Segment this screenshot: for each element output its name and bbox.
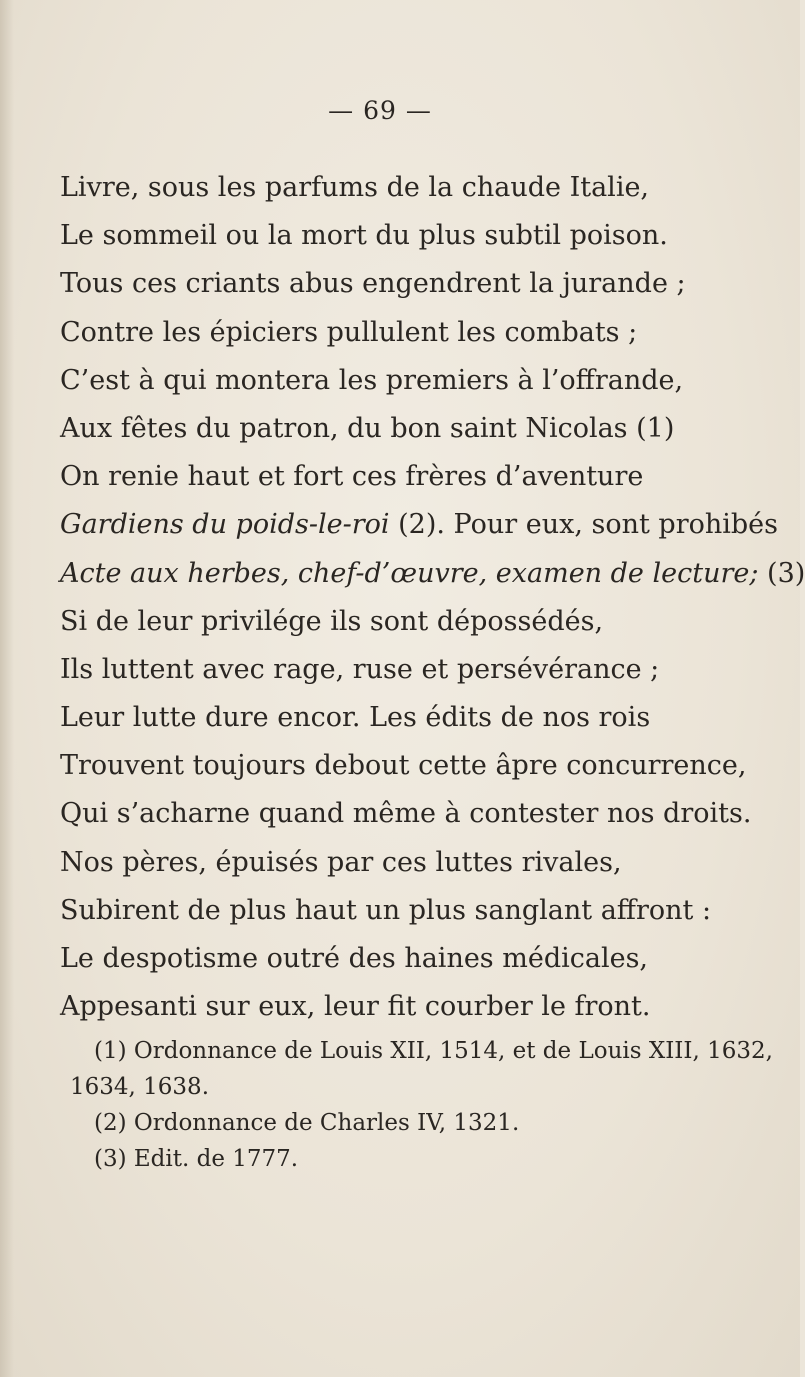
verse-line: Trouvent toujours debout cette âpre concurrence, <box>60 750 747 782</box>
verse-line-mixed <box>60 503 779 551</box>
verse-line: Subirent de plus haut un plus sanglant affront : <box>60 894 712 926</box>
verse-line: Livre, sous les parfums de la chaude Italie, <box>60 172 650 203</box>
footnote-1-continued: 1634, 1638. <box>70 1074 209 1100</box>
footnote-1: (1) Ordonnance de Louis XII, 1514, et de Louis XIII, 1632, <box>94 1038 773 1064</box>
verse-line: Le sommeil ou la mort du plus subtil poison. <box>60 220 668 252</box>
verse-line: Aux fêtes du patron, du bon saint Nicolas (1) <box>60 412 675 444</box>
footnote-3: (3) Edit. de 1777. <box>94 1146 299 1172</box>
verse-line: Le despotisme outré des haines médicales, <box>60 943 649 974</box>
footnotes <box>70 1033 773 1177</box>
page-number: — 69 — <box>328 96 432 125</box>
verse-line: Ils luttent avec rage, ruse et persévérance ; <box>60 653 660 685</box>
verse-line: Tous ces criants abus engendrent la jurande ; <box>60 268 686 300</box>
verse-italic-text: Acte aux herbes, chef-d’œuvre, examen de lecture; <box>60 557 759 589</box>
binding-shadow <box>0 0 14 1377</box>
verse-roman-text: (3) <box>758 557 805 589</box>
footnote-2: (2) Ordonnance de Charles IV, 1321. <box>94 1110 520 1136</box>
verse-italic-text: Gardiens du poids-le-roi <box>60 509 390 541</box>
verse-line: Nos pères, épuisés par ces luttes rivales, <box>60 846 622 878</box>
verse-line: Leur lutte dure encor. Les édits de nos rois <box>60 702 651 734</box>
verse-line: C’est à qui montera les premiers à l’offrande, <box>60 364 684 396</box>
verse-roman-text: (2). Pour eux, sont prohibés <box>389 509 779 541</box>
verse-line: On renie haut et fort ces frères d’aventure <box>60 461 644 493</box>
verse-line: Contre les épiciers pullulent les combats ; <box>60 316 638 348</box>
verse-line: Appesanti sur eux, leur fit courber le front. <box>60 991 651 1023</box>
verse-line-mixed <box>60 552 805 600</box>
verse-line: Si de leur privilége ils sont dépossédés, <box>60 605 604 637</box>
verse-line: Qui s’acharne quand même à contester nos droits. <box>60 798 752 830</box>
poem-verse <box>60 166 805 1033</box>
